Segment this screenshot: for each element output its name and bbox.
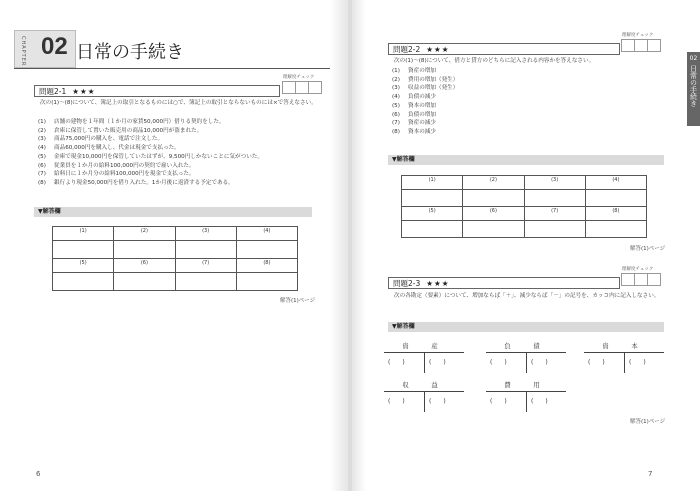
answer-cell[interactable]	[585, 221, 646, 238]
answer-cell[interactable]	[114, 273, 175, 291]
difficulty-stars: ★★★	[72, 86, 96, 96]
grid-label: (6)	[463, 207, 524, 221]
understanding-check	[622, 266, 661, 286]
paren-left[interactable]: ( )	[490, 398, 507, 405]
list-item: (1) 資産の増加	[392, 68, 436, 74]
problem-intro: 次の(1)〜(8)について、簿記上の取引となるものには○で、簿記上の取引とならないものには×で答えなさい。	[40, 100, 317, 106]
left-page	[0, 0, 348, 491]
paren-right[interactable]: ( )	[429, 359, 446, 366]
paren-left[interactable]: ( )	[490, 359, 507, 366]
side-tab-number: 02	[689, 55, 698, 62]
grid-label: (8)	[585, 207, 646, 221]
answer-cell[interactable]	[463, 190, 524, 207]
grid-label: (3)	[524, 176, 585, 190]
paren-right[interactable]: ( )	[531, 398, 548, 405]
answer-cell[interactable]	[463, 221, 524, 238]
answer-cell[interactable]	[524, 221, 585, 238]
grid-label: (1)	[53, 227, 114, 241]
answer-cell[interactable]	[236, 241, 297, 259]
check-label: 理解度チェック	[622, 267, 654, 272]
paren-right[interactable]: ( )	[629, 359, 646, 366]
chapter-label: CHAPTER	[20, 36, 26, 67]
chapter-rule	[14, 68, 330, 69]
problem-2-2-header	[388, 43, 620, 55]
grid-label: (6)	[114, 259, 175, 273]
paren-right[interactable]: ( )	[429, 398, 446, 405]
answer-cell[interactable]	[402, 190, 463, 207]
check-boxes[interactable]	[283, 81, 322, 94]
t-account-capital	[584, 341, 664, 369]
answer-page-ref: 解答(1)ページ	[280, 298, 316, 304]
gutter-shadow	[330, 0, 348, 491]
answer-grid	[52, 226, 298, 291]
difficulty-stars: ★★★	[426, 278, 450, 288]
answer-cell[interactable]	[114, 241, 175, 259]
t-account-expenses	[486, 380, 566, 408]
paren-right[interactable]: ( )	[531, 359, 548, 366]
answer-section-bar: ▼解答欄	[34, 207, 312, 217]
answer-cell[interactable]	[524, 190, 585, 207]
grid-label: (1)	[402, 176, 463, 190]
problem-intro: 次の各勘定（要素）について、増加ならば「＋」、減少ならば「－」の記号を、カッコ内に記入しなさい。	[394, 293, 660, 299]
account-name: 資 本	[602, 342, 646, 350]
problem-2-1-header	[34, 85, 280, 97]
list-item: (4) 負債の減少	[392, 94, 436, 101]
t-account-liabilities	[486, 341, 566, 369]
list-item: (2) 費用の増加（発生）	[392, 76, 459, 83]
grid-label: (4)	[585, 176, 646, 190]
answer-section-bar: ▼解答欄	[388, 322, 664, 332]
check-boxes[interactable]	[622, 273, 661, 286]
check-label: 理解度チェック	[283, 75, 315, 80]
problem-title: 問題2-2	[393, 44, 421, 54]
list-item: (6) 従業員を１か月の給料100,000円の契約で雇い入れた。	[38, 162, 195, 169]
chapter-title: 日常の手続き	[76, 42, 184, 63]
answer-grid	[401, 175, 647, 238]
problem-2-3-header	[388, 277, 620, 289]
check-boxes[interactable]	[622, 39, 661, 52]
list-item: (8) 資本の減少	[392, 128, 436, 135]
list-item: (4) 商品60,000円を購入し、代金は現金で支払った。	[38, 145, 180, 152]
grid-label: (4)	[236, 227, 297, 241]
paren-left[interactable]: ( )	[588, 359, 605, 366]
list-item: (5) 金庫で現金10,000円を保管していたはずが、9,500円しかないことに気がついた。	[38, 153, 263, 160]
difficulty-stars: ★★★	[426, 44, 450, 54]
chapter-side-tab	[687, 52, 700, 126]
t-account-revenue	[384, 380, 464, 408]
grid-label: (5)	[53, 259, 114, 273]
list-item: (1) 店舗の建物を１年間（１か月の家賃50,000円）借りる契約をした。	[38, 119, 225, 125]
answer-page-ref: 解答(1)ページ	[630, 246, 666, 252]
list-item: (2) 倉庫に保管して置いた販売用の商品10,000円が盗まれた。	[38, 127, 203, 134]
account-name: 収 益	[402, 381, 446, 389]
side-tab-title: 日常の手続き	[689, 65, 698, 107]
problem-title: 問題2-3	[393, 278, 421, 288]
understanding-check	[283, 74, 322, 94]
list-item: (3) 商品75,000円の購入を、電話で注文した。	[38, 136, 164, 143]
understanding-check	[622, 32, 661, 52]
answer-page-ref: 解答(1)ページ	[630, 419, 666, 425]
grid-label: (8)	[236, 259, 297, 273]
list-item: (5) 資本の増加	[392, 102, 436, 109]
page-number: 6	[36, 470, 41, 478]
grid-label: (7)	[175, 259, 236, 273]
problem-items	[38, 118, 328, 188]
grid-label: (2)	[463, 176, 524, 190]
answer-cell[interactable]	[236, 273, 297, 291]
answer-cell[interactable]	[53, 273, 114, 291]
list-item: (6) 負債の増加	[392, 111, 436, 118]
chapter-number: 02	[41, 33, 68, 60]
t-account-assets	[384, 341, 464, 369]
grid-label: (3)	[175, 227, 236, 241]
list-item: (8) 銀行より現金50,000円を借り入れた。1か月後に返済する予定である。	[38, 179, 234, 186]
answer-cell[interactable]	[53, 241, 114, 259]
problem-title: 問題2-1	[39, 86, 67, 96]
account-name: 費 用	[504, 381, 548, 389]
page-number: 7	[648, 470, 653, 478]
list-item: (3) 収益の増加（発生）	[392, 85, 459, 92]
answer-cell[interactable]	[402, 221, 463, 238]
grid-label: (7)	[524, 207, 585, 221]
answer-cell[interactable]	[585, 190, 646, 207]
answer-cell[interactable]	[175, 241, 236, 259]
problem-items	[392, 67, 592, 137]
right-page	[352, 0, 700, 491]
gutter-shadow	[352, 0, 366, 491]
grid-label: (2)	[114, 227, 175, 241]
problem-intro: 次の(1)〜(8)について、借方と貸方のどちらに記入される内容かを答えなさい。	[394, 58, 595, 64]
account-name: 負 債	[504, 342, 548, 350]
answer-cell[interactable]	[175, 273, 236, 291]
check-label: 理解度チェック	[622, 33, 654, 38]
answer-section-bar: ▼解答欄	[388, 155, 664, 165]
paren-left[interactable]: ( )	[388, 359, 405, 366]
paren-left[interactable]: ( )	[388, 398, 405, 405]
list-item: (7) 資産の減少	[392, 120, 436, 127]
list-item: (7) 給料日に１か月分の給料100,000円を現金で支払った。	[38, 171, 195, 178]
grid-label: (5)	[402, 207, 463, 221]
account-name: 資 産	[402, 342, 446, 350]
